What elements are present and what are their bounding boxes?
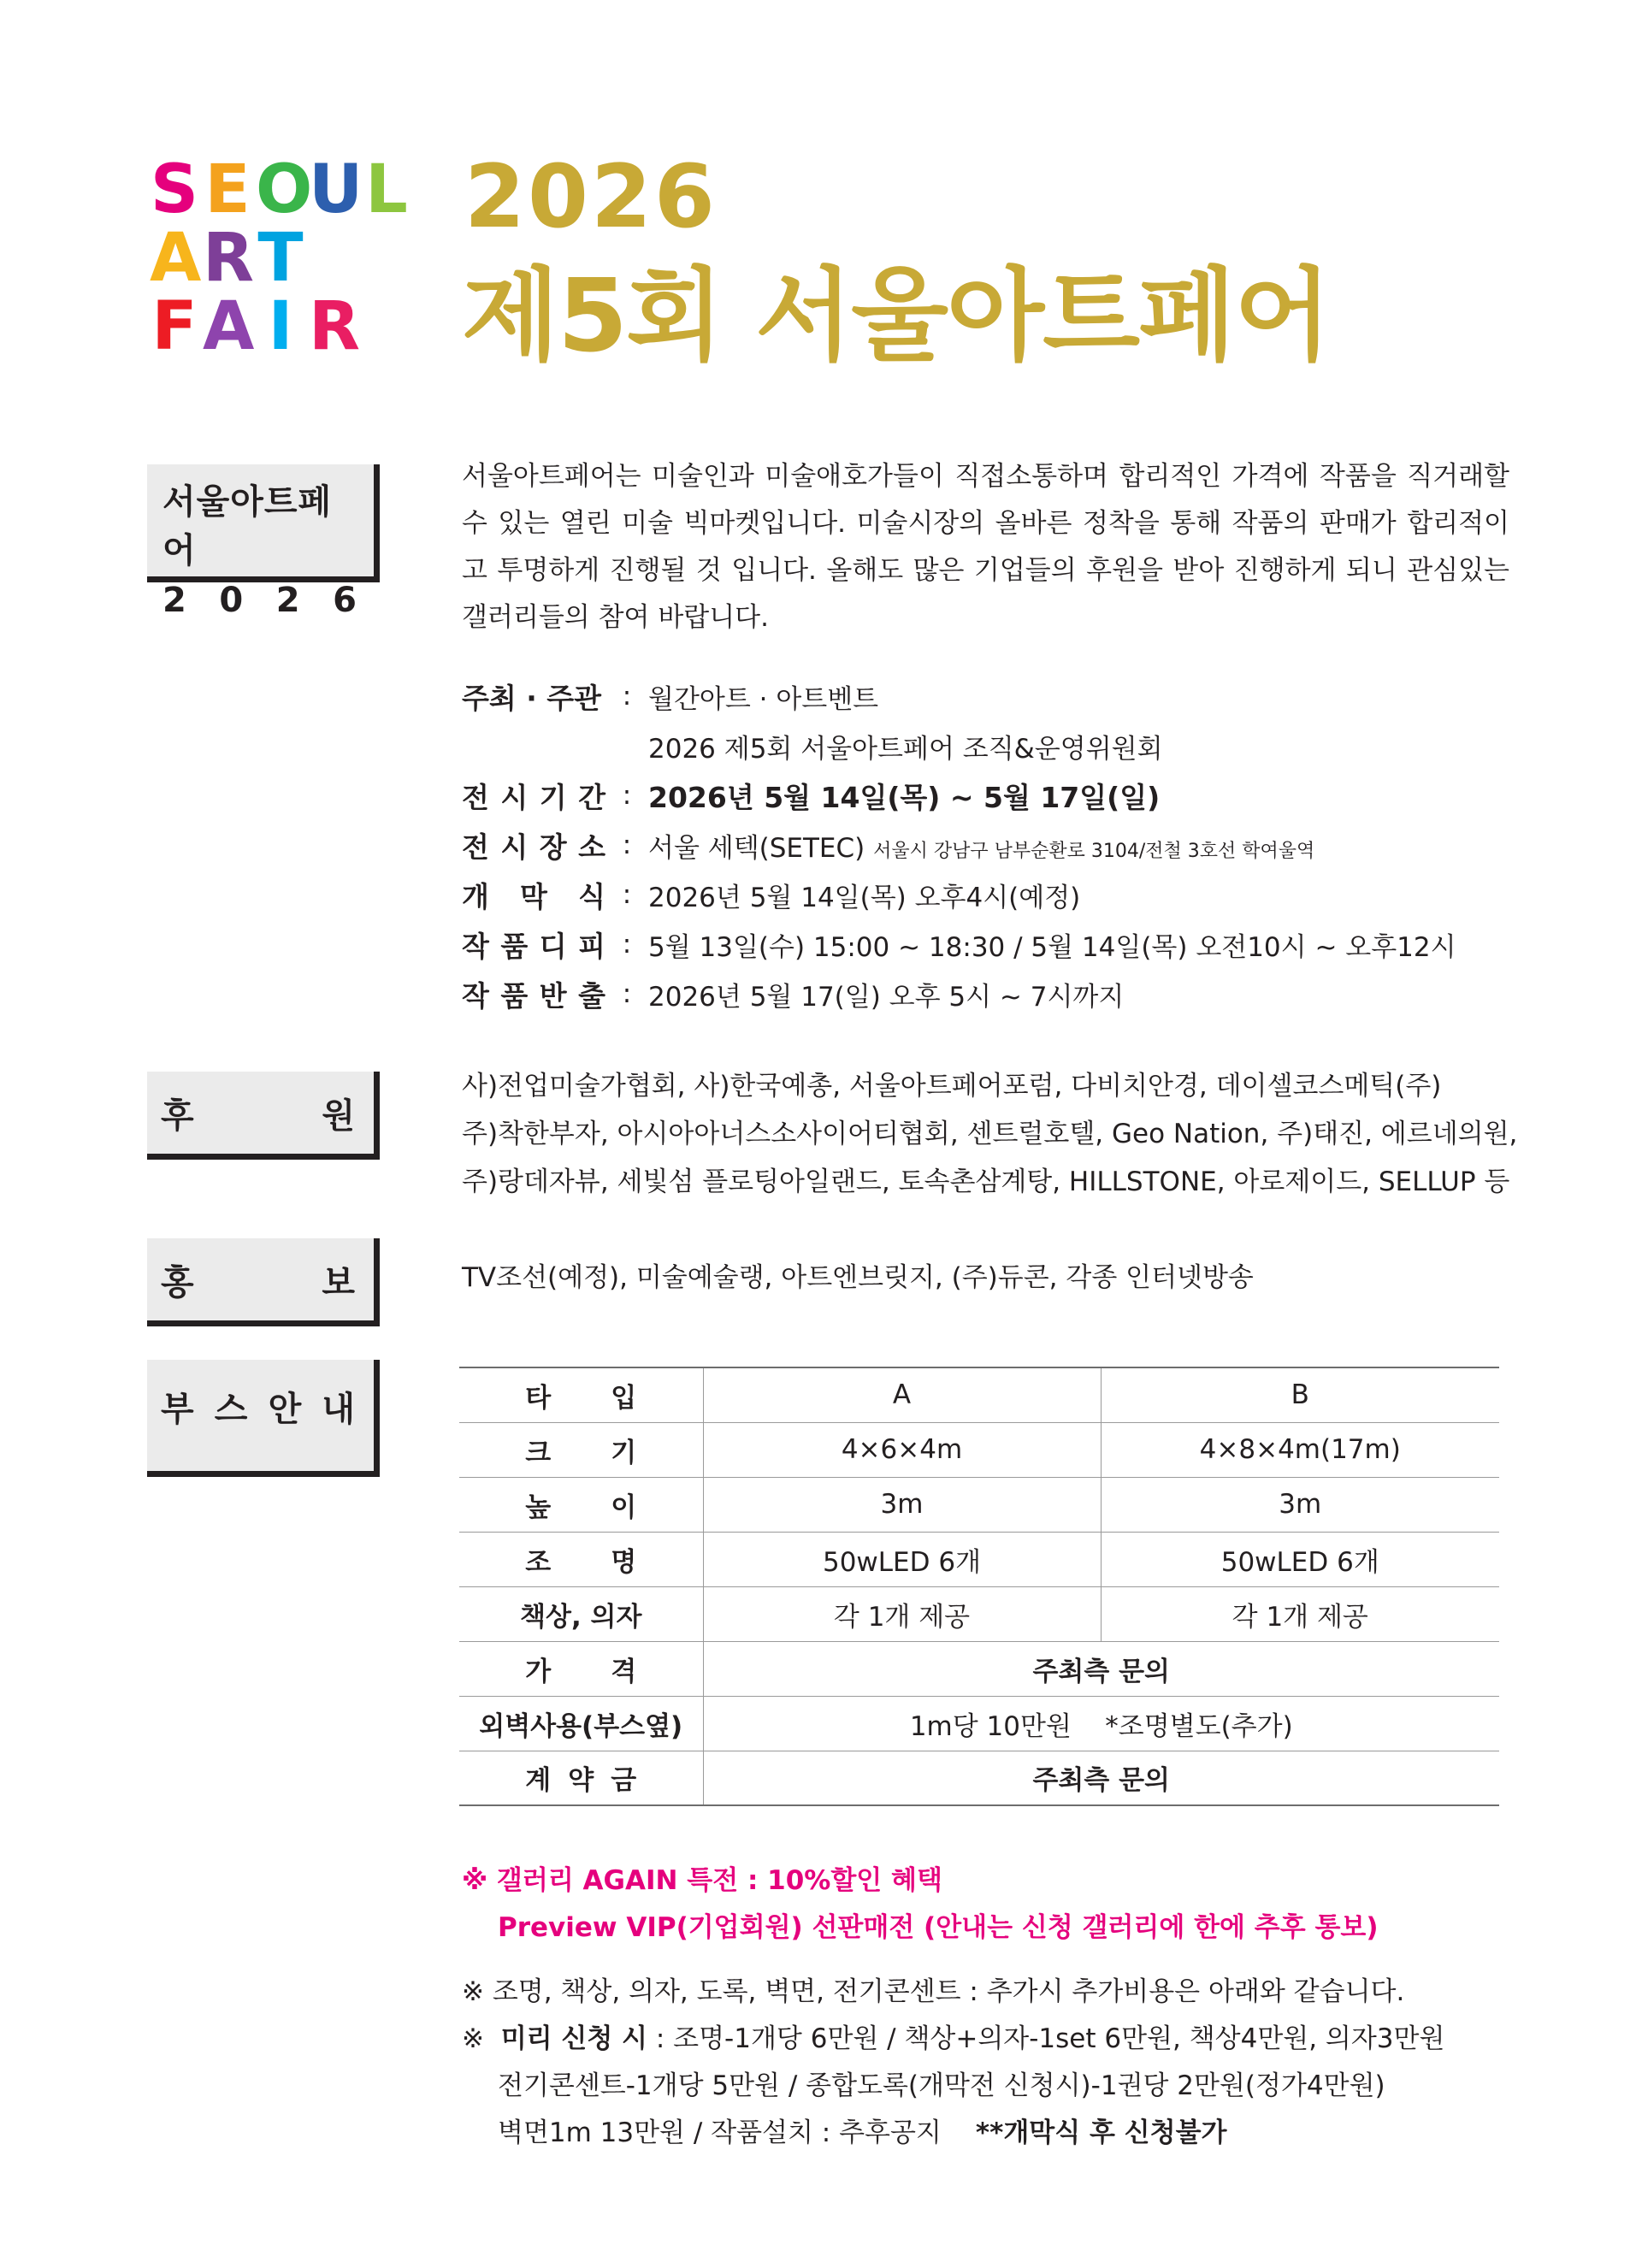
info-colon: : <box>622 879 632 910</box>
note-mark: ※ <box>462 2023 501 2054</box>
venue-address: 서울시 강남구 남부순환로 3104/전철 3호선 학여울역 <box>873 840 1315 862</box>
row-header <box>459 1532 703 1586</box>
info-key-char: 품 <box>500 978 529 1013</box>
table-cell: 50wLED 6개 <box>703 1532 1101 1586</box>
column-a-header: A <box>703 1367 1101 1422</box>
info-row-return <box>462 969 1539 1019</box>
page-title: 제5회 서울아트페어 <box>462 257 1331 375</box>
table-row <box>459 1586 1499 1641</box>
logo-letter: A <box>203 288 253 365</box>
row-header: 외벽사용(부스옆) <box>459 1696 703 1751</box>
logo-letter: R <box>203 220 253 297</box>
info-row-organizer <box>462 671 1539 721</box>
venue-name: 서울 세텍(SETEC) <box>648 832 865 864</box>
row-header <box>459 1422 703 1477</box>
table-row <box>459 1477 1499 1532</box>
logo-letter: A <box>150 220 200 297</box>
column-b-header: B <box>1101 1367 1499 1422</box>
info-value: 2026년 5월 17(일) 오후 5시 ~ 7시까지 <box>648 981 1125 1013</box>
logo-letter: F <box>151 288 196 365</box>
table-cell: 각 1개 제공 <box>1101 1586 1499 1641</box>
notes <box>462 1858 1539 2157</box>
info-key-char: 소 <box>578 830 605 864</box>
table-cell: 주최측 문의 <box>703 1641 1499 1696</box>
header-char: 크 <box>525 1437 552 1468</box>
info-key-char: 전 <box>462 780 489 814</box>
label-title: 서울아트페어 <box>162 482 333 570</box>
info-key-char: 피 <box>578 929 605 963</box>
header-char: 격 <box>611 1656 637 1687</box>
info-value <box>648 826 1539 865</box>
header-char: 타 <box>525 1382 552 1414</box>
header-char: 가 <box>525 1656 552 1687</box>
info-key-char: 기 <box>539 780 567 814</box>
label-year-digit: 6 <box>333 581 357 620</box>
event-info <box>462 671 1539 1019</box>
table-cell: 4×8×4m(17m) <box>1101 1422 1499 1477</box>
logo-letter: T <box>257 220 302 297</box>
note-outlet-catalog: 전기콘센트-1개당 5만원 / 종합도록(개막전 신청시)-1권당 2만원(정가4만원) <box>498 2070 1385 2101</box>
table-cell: 1m당 10만원 *조명별도(추가) <box>703 1696 1499 1751</box>
header-char: 기 <box>611 1437 637 1468</box>
info-row-organizer-cont <box>462 721 1539 771</box>
info-key <box>462 776 605 816</box>
label-booth-info <box>147 1360 380 1477</box>
label-char: 보 <box>322 1262 355 1302</box>
note-preview-vip: Preview VIP(기업회원) 선판매전 (안내는 신청 갤러리에 한에 추후 통보) <box>498 1912 1379 1943</box>
table-row <box>459 1751 1499 1805</box>
info-key-char: 개 <box>462 879 489 913</box>
label-char: 안 <box>268 1390 302 1429</box>
info-key-char: 전 <box>462 830 489 864</box>
row-header <box>459 1477 703 1532</box>
header-char: 이 <box>611 1491 637 1523</box>
info-key-char: 막 <box>520 879 547 913</box>
logo-letter: I <box>268 288 292 365</box>
label-year-digit: 2 <box>275 581 300 620</box>
info-key <box>462 974 605 1014</box>
info-key: 주최 · 주관 <box>462 681 602 715</box>
label-year <box>162 581 362 620</box>
info-colon: : <box>622 830 632 860</box>
note-advance-apply <box>462 2016 1539 2063</box>
header-char: 금 <box>611 1765 637 1797</box>
info-key-char: 작 <box>462 929 489 963</box>
label-char: 홍 <box>161 1262 194 1302</box>
info-key-char: 시 <box>500 830 529 864</box>
label-sponsors <box>147 1072 380 1160</box>
table-row <box>459 1532 1499 1586</box>
info-key <box>462 924 605 965</box>
row-header <box>459 1751 703 1805</box>
row-header <box>459 1641 703 1696</box>
info-key-char: 출 <box>578 978 605 1013</box>
info-colon: : <box>622 978 632 1009</box>
label-char: 내 <box>322 1390 355 1429</box>
info-key-char: 간 <box>578 780 605 814</box>
table-cell: 주최측 문의 <box>703 1751 1499 1805</box>
info-key-char: 작 <box>462 978 489 1013</box>
info-key-char: 시 <box>500 780 529 814</box>
booth-table <box>459 1367 1499 1806</box>
table-cell: 50wLED 6개 <box>1101 1532 1499 1586</box>
sponsor-list <box>462 1062 1522 1206</box>
intro-paragraph: 서울아트페어는 미술인과 미술애호가들이 직접소통하며 합리적인 가격에 작품을 직거래할 수 있는 열린 미술 빅마켓입니다. 미술시장의 올바른 정착을 통해 작품의 판매가 합리적이고 투명하게 진행될 것 입니다. 올해도 많은 기업들의 후원을 받아 진행하게 되니 관심있는 갤러리들의 참여 바랍니다. <box>462 461 1509 633</box>
table-row <box>459 1367 1499 1422</box>
label-char: 부 <box>161 1390 194 1429</box>
label-char: 스 <box>214 1390 248 1429</box>
info-colon: : <box>622 929 632 960</box>
logo-line-fair <box>150 288 415 365</box>
info-value: 2026년 5월 14일(목) ~ 5월 17일(일) <box>648 780 1161 814</box>
promotion-text: TV조선(예정), 미술예술랭, 아트엔브릿지, (주)듀콘, 각종 인터넷방송 <box>462 1262 1254 1293</box>
info-row-venue <box>462 820 1539 870</box>
logo-line-seoul <box>150 151 415 228</box>
row-header <box>459 1367 703 1422</box>
info-key <box>462 875 605 915</box>
table-row <box>459 1422 1499 1477</box>
note-advance-text: : 조명-1개당 6만원 / 책상+의자-1set 6만원, 책상4만원, 의자3만원 <box>647 2023 1445 2054</box>
seoul-art-fair-logo <box>150 151 415 366</box>
note-gallery-again: ※ 갤러리 AGAIN 특전 : 10%할인 혜택 <box>462 1865 942 1896</box>
sponsor-line: 주)착한부자, 아시아아너스소사이어티협회, 센트럴호텔, Geo Nation, 주)태진, 에르네의원, <box>462 1119 1518 1149</box>
info-key-char: 품 <box>500 929 529 963</box>
header-char: 계 <box>525 1765 552 1797</box>
table-row <box>459 1696 1499 1751</box>
logo-letter: U <box>309 151 362 228</box>
label-year-digit: 0 <box>219 581 244 620</box>
label-seoul-art-fair-2026 <box>147 464 380 620</box>
note-wall-text: 벽면1m 13만원 / 작품설치 : 추후공지 <box>498 2117 942 2148</box>
note-no-apply: **개막식 후 신청불가 <box>975 2117 1227 2148</box>
info-value: 2026년 5월 14일(목) 오후4시(예정) <box>648 882 1081 913</box>
logo-letter: L <box>365 151 406 228</box>
table-cell: 각 1개 제공 <box>703 1586 1101 1641</box>
label-char: 원 <box>322 1096 355 1136</box>
logo-letter: O <box>256 151 311 228</box>
logo-letter: E <box>204 151 249 228</box>
info-row-opening <box>462 870 1539 919</box>
header-char: 명 <box>611 1546 637 1578</box>
info-colon: : <box>622 681 632 712</box>
info-key-char: 반 <box>539 978 567 1013</box>
title-year: 2026 <box>464 146 718 248</box>
info-colon: : <box>622 780 632 811</box>
info-value: 월간아트 · 아트벤트 <box>648 683 879 715</box>
row-header: 책상, 의자 <box>459 1586 703 1641</box>
label-year-digit: 2 <box>162 581 186 620</box>
note-extra-cost: ※ 조명, 책상, 의자, 도록, 벽면, 전기콘센트 : 추가시 추가비용은 아래와 같습니다. <box>462 1976 1405 2007</box>
table-cell: 3m <box>703 1477 1101 1532</box>
table-cell: 3m <box>1101 1477 1499 1532</box>
sponsor-line: 주)랑데자뷰, 세빛섬 플로팅아일랜드, 토속촌삼계탕, HILLSTONE, 아로제이드, SELLUP 등 <box>462 1166 1510 1197</box>
table-cell: 4×6×4m <box>703 1422 1101 1477</box>
note-wall-install <box>462 2110 1539 2157</box>
info-value: 5월 13일(수) 15:00 ~ 18:30 / 5월 14일(목) 오전10시 ~ 오후12시 <box>648 931 1456 963</box>
info-key-char: 디 <box>539 929 567 963</box>
label-char: 후 <box>161 1096 194 1136</box>
info-row-period <box>462 771 1539 820</box>
note-advance-label: 미리 신청 시 <box>500 2023 648 2054</box>
logo-letter: S <box>150 151 198 228</box>
logo-letter: R <box>309 288 359 365</box>
sponsor-line: 사)전업미술가협회, 사)한국예총, 서울아트페어포럼, 다비치안경, 데이셀코스메틱(주) <box>462 1071 1442 1102</box>
info-key-char: 식 <box>578 879 605 913</box>
header-char: 높 <box>525 1491 552 1523</box>
header-char: 약 <box>568 1765 594 1797</box>
header-char: 입 <box>611 1382 637 1414</box>
info-key <box>462 825 605 865</box>
info-value: 2026 제5회 서울아트페어 조직&운영위원회 <box>648 733 1163 765</box>
info-row-install <box>462 919 1539 969</box>
label-promotion <box>147 1238 380 1326</box>
info-key-char: 장 <box>539 830 567 864</box>
logo-line-art <box>150 220 415 297</box>
header-char: 조 <box>525 1546 552 1578</box>
table-row <box>459 1641 1499 1696</box>
